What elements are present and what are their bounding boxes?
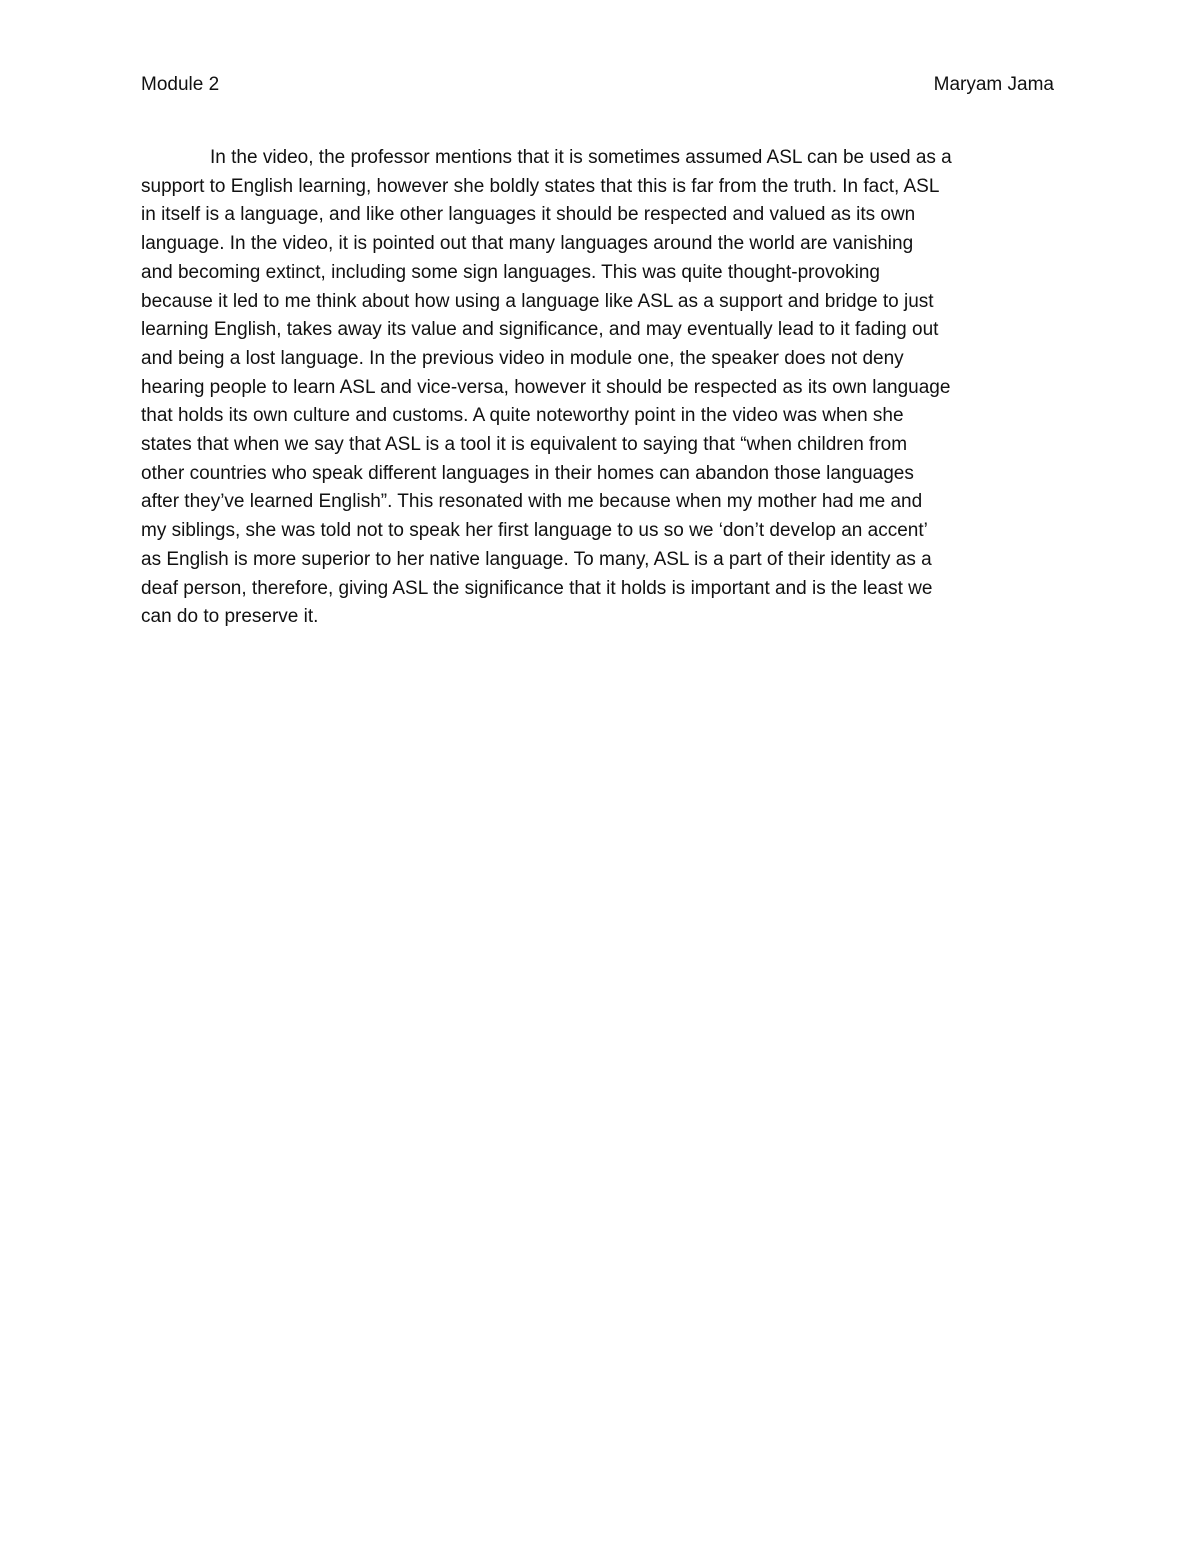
paragraph-line: can do to preserve it.	[141, 606, 319, 628]
header-module-title: Module 2	[141, 74, 220, 95]
paragraph-line: states that when we say that ASL is a tool it is equivalent to saying that “when children from	[141, 434, 908, 456]
body-paragraph	[141, 144, 1056, 632]
paragraph-line: support to English learning, however she boldly states that this is far from the truth. In fact, ASL	[141, 175, 940, 197]
paragraph-line: because it led to me think about how using a language like ASL as a support and bridge to just	[141, 290, 934, 312]
paragraph-line: in itself is a language, and like other languages it should be respected and valued as its own	[141, 204, 916, 226]
paragraph-line: after they’ve learned English”. This resonated with me because when my mother had me and	[141, 491, 923, 513]
header-author-name: Maryam Jama	[933, 74, 1054, 95]
paragraph-line: and being a lost language. In the previous video in module one, the speaker does not deny	[141, 347, 904, 369]
paragraph-line: deaf person, therefore, giving ASL the significance that it holds is important and is the least we	[141, 577, 933, 599]
paragraph-line: that holds its own culture and customs. A quite noteworthy point in the video was when she	[141, 405, 904, 427]
page-header	[141, 72, 1054, 98]
paragraph-line: my siblings, she was told not to speak her first language to us so we ‘don’t develop an accent’	[141, 520, 928, 542]
paragraph-line: learning English, takes away its value and significance, and may eventually lead to it fading out	[141, 319, 939, 341]
paragraph-line: In the video, the professor mentions that it is sometimes assumed ASL can be used as a	[210, 147, 952, 168]
paragraph-line: as English is more superior to her native language. To many, ASL is a part of their identity as a	[141, 548, 932, 570]
paragraph-line: hearing people to learn ASL and vice-versa, however it should be respected as its own language	[141, 376, 951, 398]
paragraph-line: other countries who speak different languages in their homes can abandon those languages	[141, 462, 914, 484]
paragraph-line: language. In the video, it is pointed out that many languages around the world are vanishing	[141, 233, 914, 255]
paragraph-line: and becoming extinct, including some sign languages. This was quite thought-provoking	[141, 261, 880, 283]
